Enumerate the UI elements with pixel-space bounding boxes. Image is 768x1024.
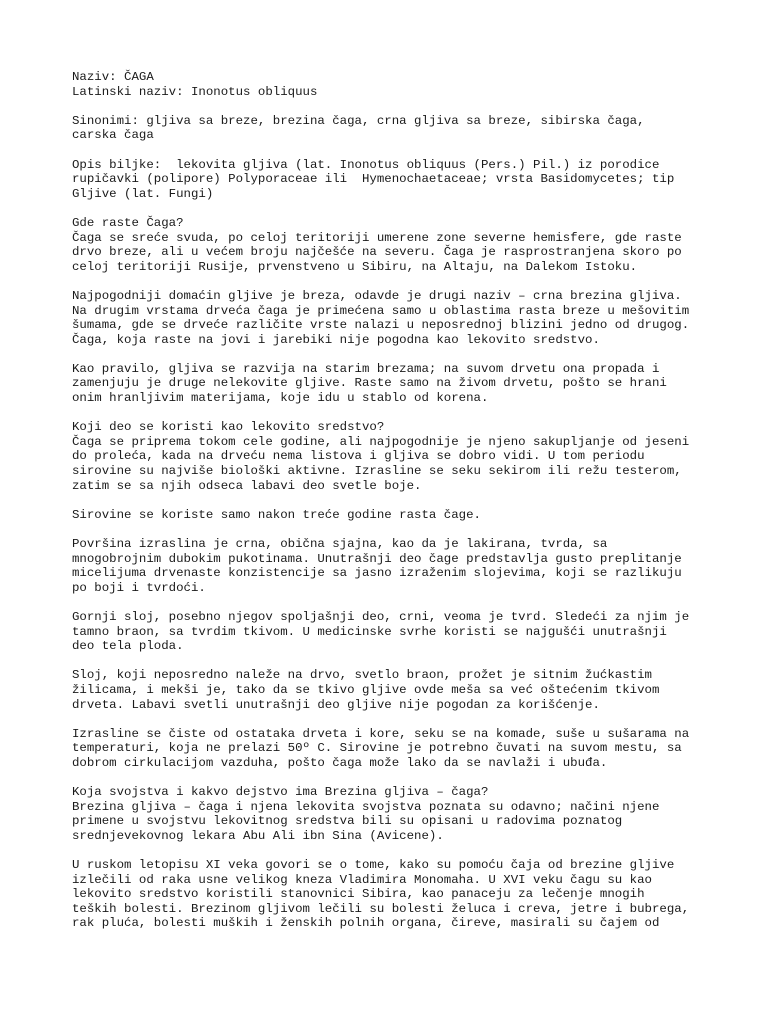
text-line: Koji deo se koristi kao lekovito sredstvo?: [72, 420, 385, 435]
text-line: lekovito sredstvo koristili stanovnici Sibira, kao panaceju za lečenje mnogih: [72, 887, 645, 902]
text-line: izlečili od raka usne velikog kneza Vladimira Monomaha. U XVI veku čagu su kao: [72, 872, 652, 887]
text-line: drvo breze, ali u većem broju najčešće na severu. Čaga je rasprostranjena skoro po: [72, 245, 682, 260]
text-line: drveta. Labavi svetli unutrašnji deo gljive nije pogodan za korišćenje.: [72, 697, 600, 712]
text-line: teških bolesti. Brezinom gljivom lečili su bolesti želuca i creva, jetre i bubrega,: [72, 901, 690, 916]
text-line: Čaga se priprema tokom cele godine, ali najpogodnije je njeno sakupljanje od jeseni: [72, 434, 690, 449]
text-line: Opis biljke: lekovita gljiva (lat. Inonotus obliquus (Pers.) Pil.) iz porodice: [72, 157, 660, 172]
text-line: Izrasline se čiste od ostataka drveta i kore, seku se na komade, suše u sušarama na: [72, 726, 690, 741]
text-line: onim hranljivim materijama, koje idu u stablo od korena.: [72, 391, 489, 406]
paragraph: [72, 114, 732, 143]
paragraph: [72, 289, 732, 347]
paragraph: [72, 70, 732, 99]
paragraph: [72, 420, 732, 493]
text-line: primene u svojstvu lekovitnog sredstva bili su opisani u radovima poznatog: [72, 814, 623, 829]
text-line: Gornji sloj, posebno njegov spoljašnji deo, crni, veoma je tvrd. Sledeći za njim je: [72, 609, 690, 624]
paragraph: [72, 508, 732, 523]
text-line: temperaturi, koja ne prelazi 50º C. Sirovine je potrebno čuvati na suvom mestu, sa: [72, 741, 682, 756]
text-line: deo tela ploda.: [72, 639, 184, 654]
document-page: [72, 70, 732, 946]
text-line: žilicama, i mekši je, tako da se tkivo gljive ovde meša sa već oštećenim tkivom: [72, 682, 660, 697]
text-line: dobrom cirkulacijom vazduha, pošto čaga može lako da se navlaži i ubuđa.: [72, 755, 608, 770]
text-line: Čaga, koja raste na jovi i jarebiki nije pogodna kao lekovito sredstvo.: [72, 332, 600, 347]
paragraph: [72, 858, 732, 931]
text-line: mnogobrojnim dubokim pukotinama. Unutrašnji deo čage predstavlja gusto preplitanje: [72, 551, 682, 566]
text-line: Površina izraslina je crna, obična sjajna, kao da je lakirana, tvrda, sa: [72, 537, 608, 551]
text-line: rak pluća, bolesti muških i ženskih polnih organa, čireve, masirali su čajem od: [72, 916, 660, 931]
text-line: U ruskom letopisu XI veka govori se o tome, kako su pomoću čaja od brezine gljive: [72, 858, 675, 873]
text-line: tamno braon, sa tvrdim tkivom. U medicinske svrhe koristi se najgušći unutrašnji: [72, 624, 667, 639]
text-line: Naziv: ČAGA: [72, 70, 154, 84]
text-line: micelijuma drvenaste konzistencije sa jasno izraženim slojevima, koji se razlikuju: [72, 566, 682, 581]
text-line: Kao pravilo, gljiva se razvija na starim brezama; na suvom drvetu ona propada i: [72, 361, 660, 376]
text-line: Gde raste Čaga?: [72, 215, 184, 230]
paragraph: [72, 668, 732, 712]
text-line: po boji i tvrdoći.: [72, 580, 206, 595]
paragraph: [72, 727, 732, 771]
paragraph: [72, 785, 732, 843]
paragraph: [72, 537, 732, 595]
text-line: zamenjuju je druge nelekovite gljive. Raste samo na živom drvetu, pošto se hrani: [72, 376, 667, 391]
paragraph: [72, 216, 732, 274]
text-line: srednjevekovnog lekara Abu Ali ibn Sina (Avicene).: [72, 828, 444, 843]
paragraph: [72, 158, 732, 202]
text-line: Na drugim vrstama drveća čaga je primećena samo u oblastima rasta breze u mešovitim: [72, 303, 690, 318]
text-line: zatim se sa njih odseca labavi deo svetle boje.: [72, 478, 422, 493]
text-line: carska čaga: [72, 128, 154, 143]
paragraph: [72, 362, 732, 406]
text-line: Čaga se sreće svuda, po celoj teritoriji umerene zone severne hemisfere, gde raste: [72, 230, 682, 245]
text-line: Sirovine se koriste samo nakon treće godine rasta čage.: [72, 507, 481, 522]
text-line: Gljive (lat. Fungi): [72, 186, 214, 201]
text-line: rupičavki (polipore) Polyporaceae ili Hymenochaetaceae; vrsta Basidomycetes; tip: [72, 172, 675, 187]
text-line: šumama, gde se drveće različite vrste nalazi u neposrednoj blizini jedno od drugog.: [72, 318, 690, 333]
text-line: Najpogodniji domaćin gljive je breza, odavde je drugi naziv – crna brezina gljiva.: [72, 288, 682, 303]
text-line: celoj teritoriji Rusije, prvenstveno u Sibiru, na Altaju, na Dalekom Istoku.: [72, 259, 638, 274]
text-line: Brezina gljiva – čaga i njena lekovita svojstva poznata su odavno; načini njene: [72, 799, 660, 814]
text-line: Sloj, koji neposredno naleže na drvo, svetlo braon, prožet je sitnim žućkastim: [72, 668, 652, 683]
text-line: Koja svojstva i kakvo dejstvo ima Brezina gljiva – čaga?: [72, 785, 489, 800]
text-line: Sinonimi: gljiva sa breze, brezina čaga, crna gljiva sa breze, sibirska čaga,: [72, 113, 645, 128]
text-line: do proleća, kada na drveću nema listova i gljiva se dobro vidi. U tom periodu: [72, 449, 645, 464]
text-line: Latinski naziv: Inonotus obliquus: [72, 84, 318, 99]
text-line: sirovine su najviše biološki aktivne. Izrasline se seku sekirom ili režu testerom,: [72, 464, 682, 479]
paragraph: [72, 610, 732, 654]
